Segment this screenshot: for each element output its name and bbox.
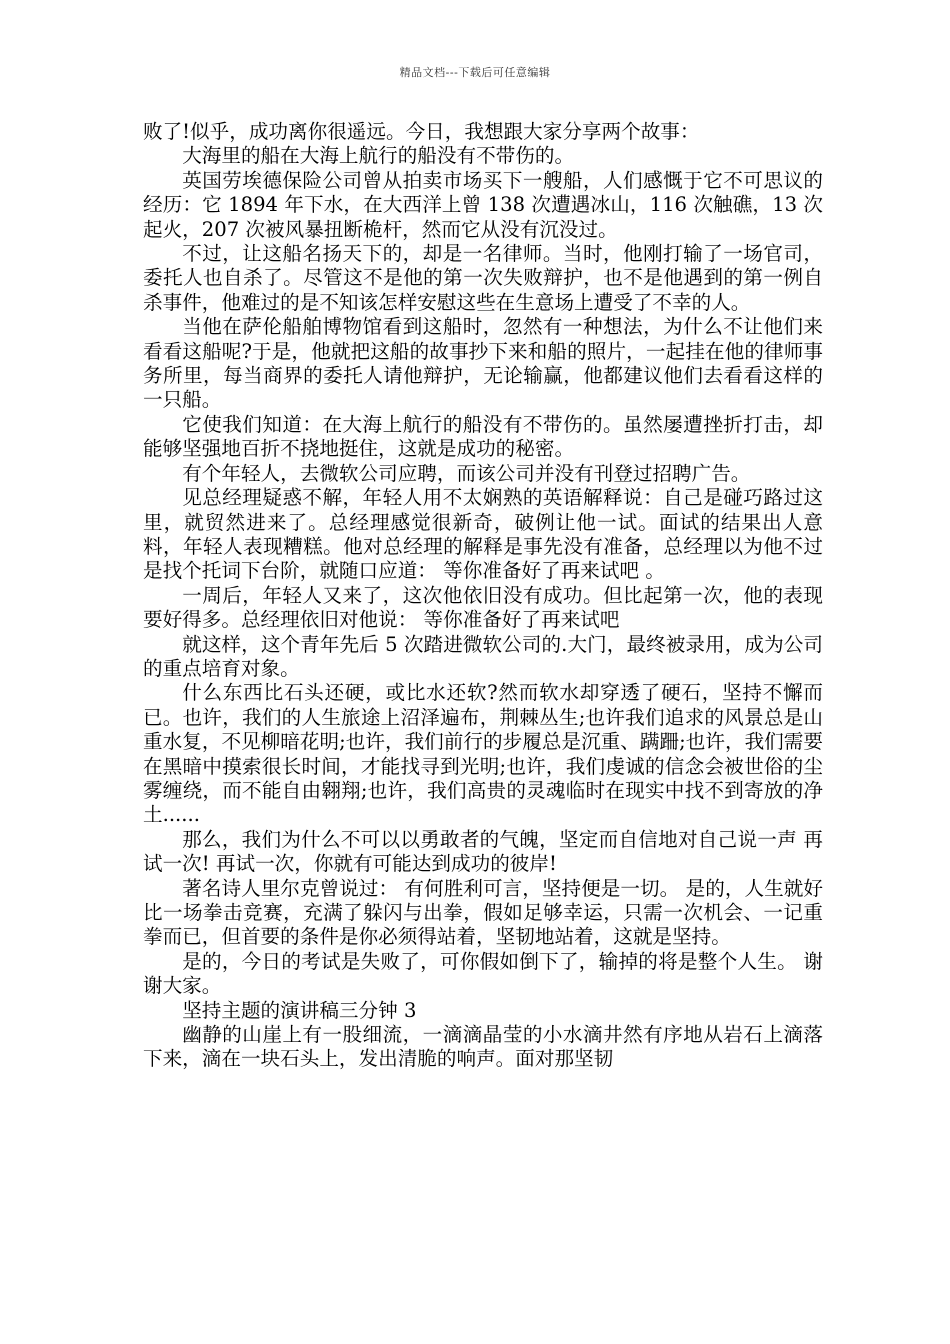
paragraph: 什么东西比石头还硬，或比水还软?然而软水却穿透了硬石，坚持不懈而已。也许，我们的人生旅途上沼泽遍布，荆棘丛生;也许我们追求的风景总是山重水复，不见柳暗花明;也许，我们前行的步履总是沉重、蹒跚;也许，我们需要在黑暗中摸索很长时间，才能找寻到光明;也许，我们虔诚的信念会被世俗的尘雾缠绕，而不能自由翱翔;也许，我们高贵的灵魂临时在现实中找不到寄放的净土......: [143, 681, 823, 827]
document-body: [143, 120, 823, 1072]
paragraph: 大海里的船在大海上航行的船没有不带伤的。: [182, 144, 575, 168]
paragraph: 当他在萨伦船舶博物馆看到这船时，忽然有一种想法，为什么不让他们来看看这船呢?于是，他就把这船的故事抄下来和船的照片，一起挂在他的律师事务所里，每当商界的委托人请他辩护，无论输赢，他都建议他们去看看这样的一只船。: [143, 315, 823, 412]
page-header: 精品文档---下载后可任意编辑: [399, 66, 551, 79]
paragraph: 见总经理疑惑不解，年轻人用不太娴熟的英语解释说：自己是碰巧路过这里，就贸然进来了。总经理感觉很新奇，破例让他一试。面试的结果出人意料，年轻人表现糟糕。他对总经理的解释是事先没有准备，总经理以为他不过是找个托词下台阶，就随口应道： 等你准备好了再来试吧 。: [143, 486, 823, 583]
paragraph: 英国劳埃德保险公司曾从拍卖市场买下一艘船，人们感慨于它不可思议的经历：它 1894 年下水，在大西洋上曾 138 次遭遇冰山，116 次触礁，13 次起火，207 次被风暴扭断桅杆，然而它从没有沉没过。: [143, 168, 823, 241]
paragraph: 幽静的山崖上有一股细流，一滴滴晶莹的小水滴井然有序地从岩石上滴落下来，滴在一块石头上，发出清脆的响声。面对那坚韧: [143, 1023, 823, 1071]
paragraph: 不过，让这船名扬天下的，却是一名律师。当时，他刚打输了一场官司，委托人也自杀了。尽管这不是他的第一次失败辩护，也不是他遇到的第一例自杀事件，他难过的是不知该怎样安慰这些在生意场上遭受了不幸的人。: [143, 242, 823, 314]
paragraph: 著名诗人里尔克曾说过： 有何胜利可言，坚持便是一切。 是的，人生就好比一场拳击竞赛，充满了躲闪与出拳，假如足够幸运，只需一次机会、一记重拳而已，但首要的条件是你必须得站着，坚韧地站着，这就是坚持。: [143, 876, 823, 949]
paragraph: 败了!似乎，成功离你很遥远。今日，我想跟大家分享两个故事：: [143, 120, 700, 143]
paragraph: 是的，今日的考试是失败了，可你假如倒下了，输掉的将是整个人生。 谢谢大家。: [143, 949, 823, 998]
paragraph: 它使我们知道：在大海上航行的船没有不带伤的。虽然屡遭挫折打击，却能够坚强地百折不挠地挺住，这就是成功的秘密。: [143, 412, 823, 461]
paragraph: 就这样，这个青年先后 5 次踏进微软公司的.大门，最终被录用，成为公司的重点培育对象。: [143, 632, 823, 680]
paragraph: 那么，我们为什么不可以以勇敢者的气魄，坚定而自信地对自己说一声 再试一次! 再试一次，你就有可能达到成功的彼岸!: [143, 827, 823, 876]
section-title: 坚持主题的演讲稿三分钟 3: [182, 998, 417, 1022]
paragraph: 一周后，年轻人又来了，这次他依旧没有成功。但比起第一次，他的表现要好得多。总经理依旧对他说： 等你准备好了再来试吧: [143, 583, 823, 632]
paragraph: 有个年轻人，去微软公司应聘，而该公司并没有刊登过招聘广告。: [182, 461, 751, 485]
